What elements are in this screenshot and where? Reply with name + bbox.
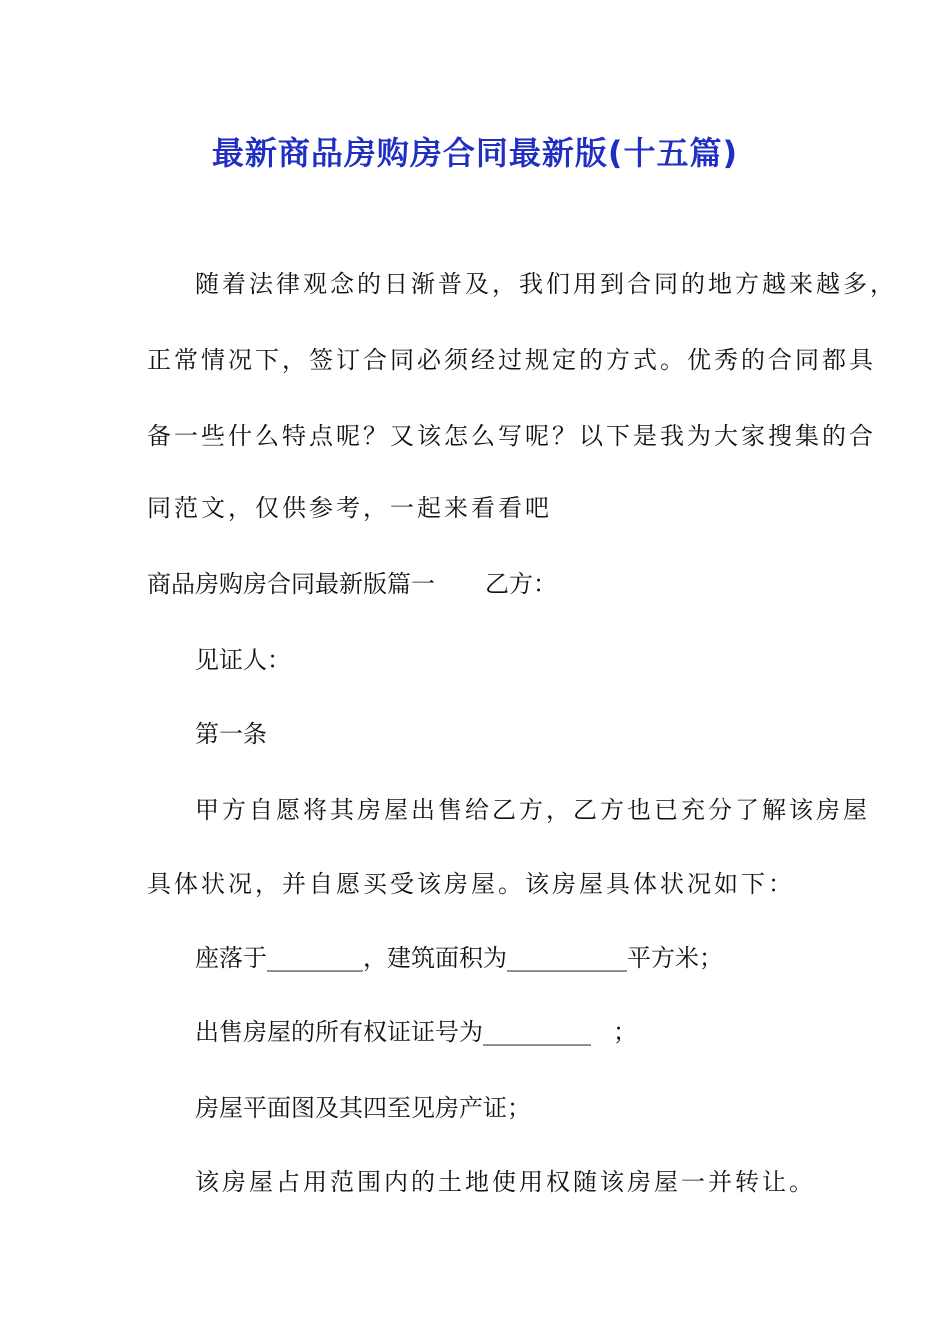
witness-label: 见证人：: [195, 646, 291, 674]
party-b-label: 乙方：: [485, 570, 557, 598]
section-heading-line: [147, 566, 557, 602]
clause-line-1: 甲方自愿将其房屋出售给乙方，乙方也已充分了解该房屋: [195, 796, 870, 824]
certificate-suffix: ；: [613, 1018, 637, 1046]
clause-line-2: 具体状况，并自愿买受该房屋。该房屋具体状况如下：: [147, 870, 795, 898]
intro-line-4: 同范文，仅供参考，一起来看看吧: [147, 494, 552, 522]
document-title: 最新商品房购房合同最新版(十五篇): [211, 134, 739, 172]
floorplan-line: 房屋平面图及其四至见房产证；: [195, 1094, 531, 1122]
intro-line-3: 备一些什么特点呢？又该怎么写呢？以下是我为大家搜集的合: [147, 422, 876, 450]
section-heading: 商品房购房合同最新版篇一: [147, 570, 435, 598]
certificate-line: [195, 1014, 637, 1050]
intro-line-1: 随着法律观念的日渐普及，我们用到合同的地方越来越多，: [195, 270, 897, 298]
certificate-prefix: 出售房屋的所有权证证号为_________: [195, 1018, 591, 1046]
article-one-heading: 第一条: [195, 720, 267, 748]
intro-line-2: 正常情况下，签订合同必须经过规定的方式。优秀的合同都具: [147, 346, 876, 374]
location-line: 座落于________，建筑面积为__________平方米；: [195, 944, 723, 972]
land-use-line: 该房屋占用范围内的土地使用权随该房屋一并转让。: [195, 1168, 816, 1196]
